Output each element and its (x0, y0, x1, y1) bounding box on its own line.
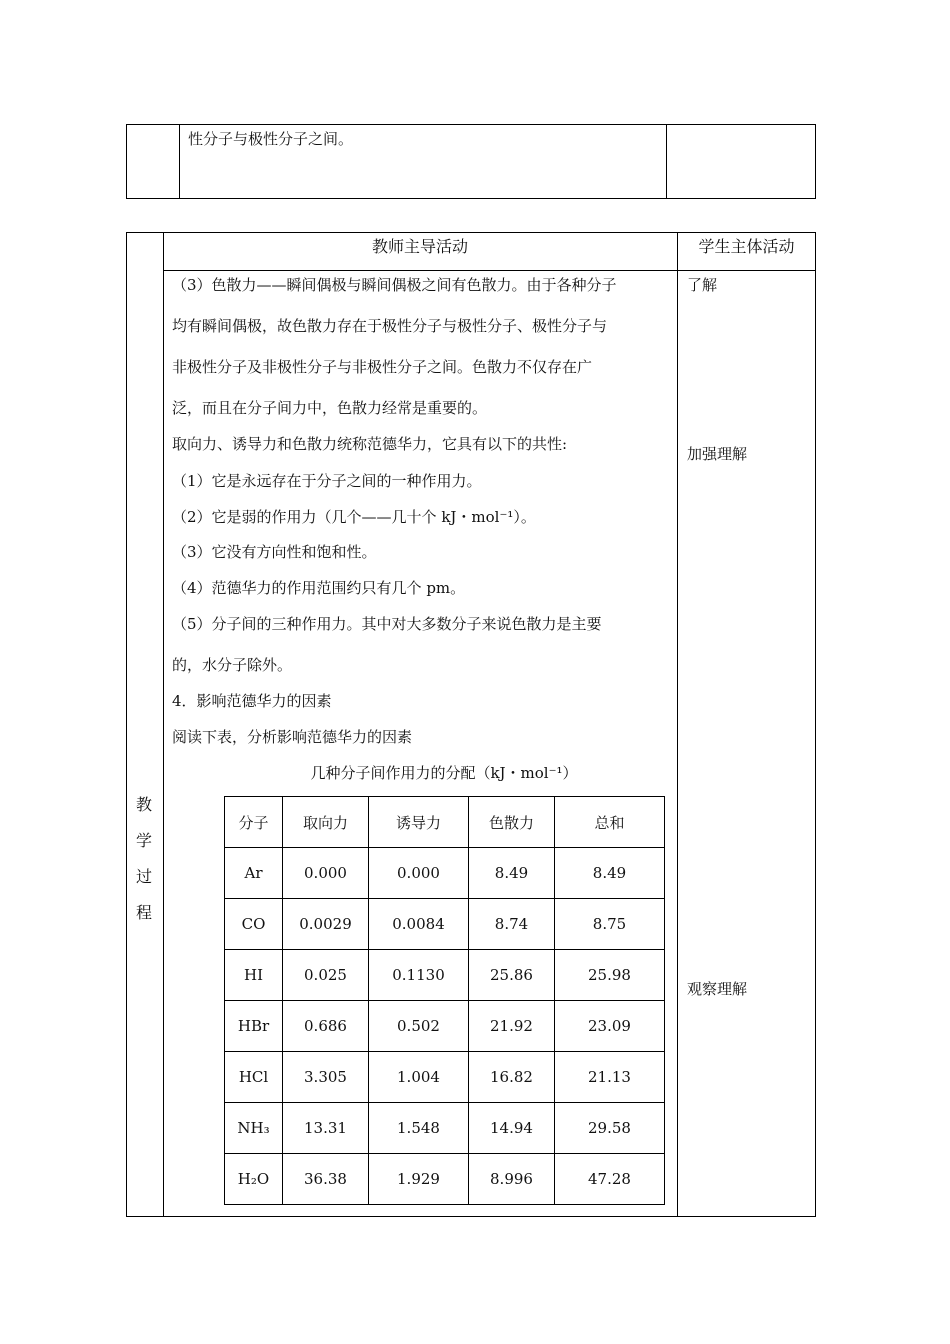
table-header-cell: 诱导力 (369, 797, 469, 848)
body-line: （2）它是弱的作用力（几个——几十个 kJ・mol⁻¹）。 (172, 508, 536, 526)
section-heading: 4．影响范德华力的因素 (172, 692, 332, 710)
top-box-divider-left (179, 124, 180, 199)
table-cell: 0.686 (283, 1001, 369, 1052)
intermolecular-force-table (224, 796, 665, 1205)
table-cell: HBr (225, 1001, 283, 1052)
table-cell: 1.929 (369, 1154, 469, 1205)
student-note: 加强理解 (687, 445, 748, 463)
table-cell: NH₃ (225, 1103, 283, 1154)
table-cell: 0.0029 (283, 899, 369, 950)
table-header-cell: 总和 (555, 797, 665, 848)
side-label-divider (163, 232, 164, 1217)
table-header-row (225, 797, 665, 848)
table-cell: 21.13 (555, 1052, 665, 1103)
table-cell: 14.94 (469, 1103, 555, 1154)
side-label-char: 过 (135, 867, 152, 886)
table-cell: 1.548 (369, 1103, 469, 1154)
body-line: （1）它是永远存在于分子之间的一种作用力。 (172, 472, 482, 490)
student-note: 观察理解 (687, 980, 748, 998)
body-line: 阅读下表，分析影响范德华力的因素 (172, 728, 413, 746)
table-row (225, 1052, 665, 1103)
table-cell: H₂O (225, 1154, 283, 1205)
body-line: 取向力、诱导力和色散力统称范德华力，它具有以下的共性: (172, 435, 568, 453)
table-cell: 29.58 (555, 1103, 665, 1154)
body-line: （3）它没有方向性和饱和性。 (172, 543, 377, 561)
table-cell: 0.502 (369, 1001, 469, 1052)
table-row (225, 1001, 665, 1052)
table-cell: HI (225, 950, 283, 1001)
table-header-cell: 取向力 (283, 797, 369, 848)
table-cell: 21.92 (469, 1001, 555, 1052)
table-cell: 25.98 (555, 950, 665, 1001)
table-cell: 0.025 (283, 950, 369, 1001)
table-cell: 8.74 (469, 899, 555, 950)
table-row (225, 950, 665, 1001)
table-cell: 23.09 (555, 1001, 665, 1052)
table-row (225, 848, 665, 899)
table-header-cell: 分子 (225, 797, 283, 848)
student-activity-header: 学生主体活动 (698, 237, 795, 256)
table-cell: 47.28 (555, 1154, 665, 1205)
table-row (225, 1103, 665, 1154)
body-line: 泛，而且在分子间力中，色散力经常是重要的。 (172, 399, 488, 417)
table-cell: CO (225, 899, 283, 950)
table-cell: 1.004 (369, 1052, 469, 1103)
table-cell: 13.31 (283, 1103, 369, 1154)
table-cell: 0.000 (283, 848, 369, 899)
table-cell: Ar (225, 848, 283, 899)
table-cell: 16.82 (469, 1052, 555, 1103)
table-header-cell: 色散力 (469, 797, 555, 848)
teacher-activity-header: 教师主导活动 (371, 237, 468, 256)
body-line: （5）分子间的三种作用力。其中对大多数分子来说色散力是主要 (172, 615, 602, 633)
table-cell: 0.000 (369, 848, 469, 899)
table-cell: 36.38 (283, 1154, 369, 1205)
table-row (225, 1154, 665, 1205)
student-note: 了解 (687, 276, 718, 294)
table-cell: 0.0084 (369, 899, 469, 950)
top-box-text: 性分子与极性分子之间。 (188, 130, 354, 148)
table-cell: 8.49 (469, 848, 555, 899)
table-cell: 25.86 (469, 950, 555, 1001)
side-label-char: 学 (135, 831, 152, 850)
student-column-divider (677, 232, 678, 1217)
table-cell: 8.49 (555, 848, 665, 899)
side-label-char: 程 (135, 903, 152, 922)
top-box-divider-right (666, 124, 667, 199)
body-line: 的，水分子除外。 (172, 656, 293, 674)
body-line: 均有瞬间偶极，故色散力存在于极性分子与极性分子、极性分子与 (172, 317, 608, 335)
table-cell: HCl (225, 1052, 283, 1103)
table-caption: 几种分子间作用力的分配（kJ・mol⁻¹） (310, 764, 578, 782)
body-line: 非极性分子及非极性分子与非极性分子之间。色散力不仅存在广 (172, 358, 593, 376)
body-line: （3）色散力——瞬间偶极与瞬间偶极之间有色散力。由于各种分子 (172, 276, 617, 294)
table-cell: 8.996 (469, 1154, 555, 1205)
table-cell: 3.305 (283, 1052, 369, 1103)
side-label-char: 教 (135, 795, 152, 814)
table-row (225, 899, 665, 950)
table-cell: 8.75 (555, 899, 665, 950)
table-cell: 0.1130 (369, 950, 469, 1001)
header-row-divider (163, 270, 816, 271)
body-line: （4）范德华力的作用范围约只有几个 pm。 (172, 579, 466, 597)
